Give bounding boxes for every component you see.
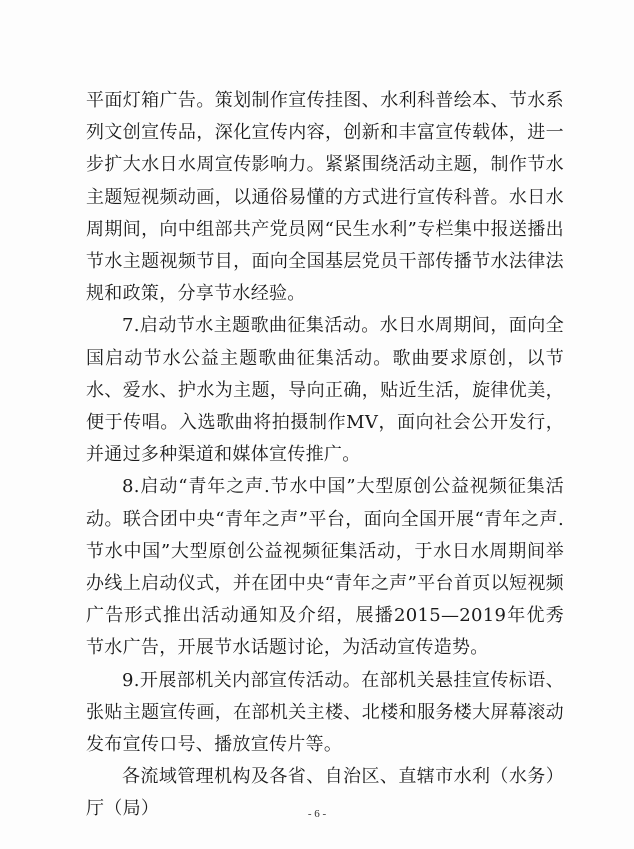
paragraph-item-8: 8.启动“青年之声.节水中国”大型原创公益视频征集活动。联合团中央“青年之声”平台，面向全国开展“青年之声.节水中国”大型原创公益视频征集活动，于水日水周期间举办线上启动仪式，并在团中央“青年之声”平台首页以短视频广告形式推出活动通知及介绍，展播2015—2019年优秀节水广告，开展节水话题讨论，为活动宣传造势。: [86, 476, 564, 659]
paragraph-closing: 各流域管理机构及各省、自治区、直辖市水利（水务）厅（局）: [86, 766, 564, 820]
paragraph-item-9: 9.开展部机关内部宣传活动。在部机关悬挂宣传标语、张贴主题宣传画，在部机关主楼、北楼和服务楼大屏幕滚动发布宣传口号、播放宣传片等。: [86, 669, 564, 756]
paragraph-item-7: 7.启动节水主题歌曲征集活动。水日水周期间，面向全国启动节水公益主题歌曲征集活动。歌曲要求原创，以节水、爱水、护水为主题，导向正确，贴近生活，旋律优美，便于传唱。入选歌曲将拍摄制作MV，面向社会公开发行，并通过多种渠道和媒体宣传推广。: [86, 315, 564, 466]
page-number: - 6 -: [307, 808, 327, 820]
paragraph-continued: 平面灯箱广告。策划制作宣传挂图、水利科普绘本、节水系列文创宣传品，深化宣传内容，创新和丰富宣传载体，进一步扩大水日水周宣传影响力。紧紧围绕活动主题，制作节水主题短视频动画，以通俗易懂的方式进行宣传科普。水日水周期间，向中组部共产党员网“民生水利”专栏集中报送播出节水主题视频节目，面向全国基层党员干部传播节水法律法规和政策，分享节水经验。: [86, 90, 564, 305]
body-text: [86, 85, 564, 826]
